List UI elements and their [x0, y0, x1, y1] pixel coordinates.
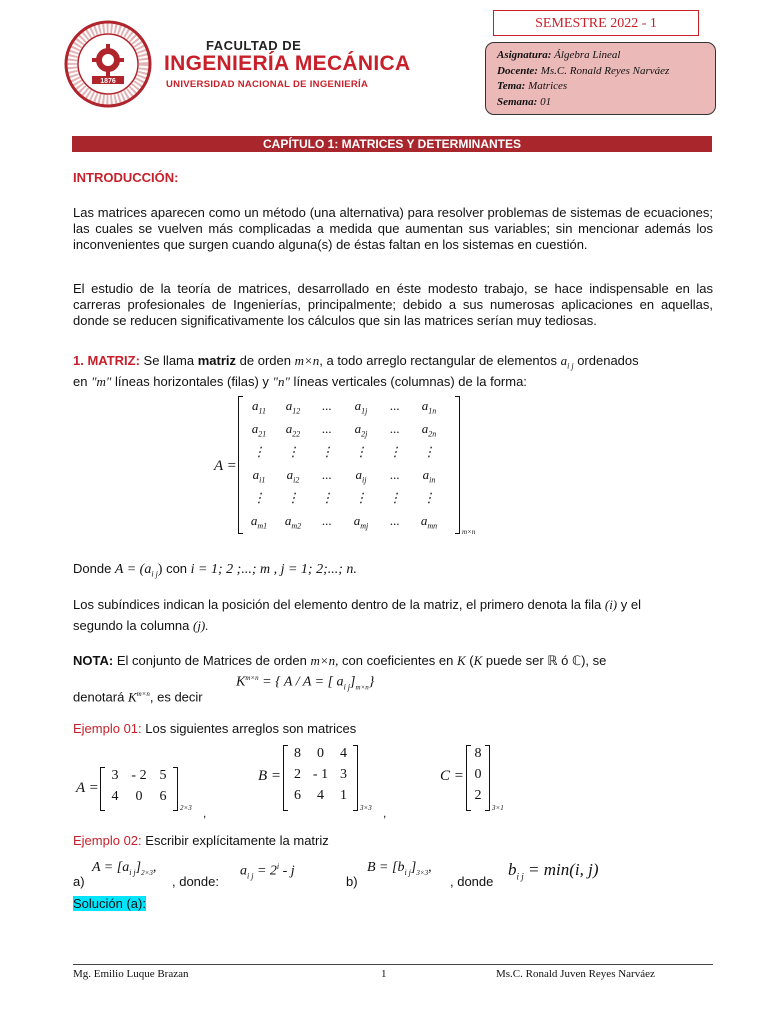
- nota-line2: denotará $K^{m\times n}$, es decir: [73, 689, 203, 705]
- subindices-line2: segundo la columna (j).: [73, 618, 209, 633]
- matrix-entry: - 1: [312, 767, 329, 782]
- faculty-top: FACULTAD DE: [206, 38, 302, 53]
- matrix-entry: 8: [294, 746, 301, 761]
- matrix-entry: ⋮: [388, 490, 402, 505]
- matrix-entry: - 2: [131, 768, 147, 783]
- matrix-entry: 4: [111, 789, 119, 804]
- matrix-entry: ⋮: [286, 490, 300, 505]
- example-02-b-donde: , donde: [450, 874, 494, 889]
- matrix-definition-line2: en "m" líneas horizontales (filas) y "n" líneas verticales (columnas) de la forma:: [73, 374, 527, 389]
- example-c-order: 3×1: [492, 804, 504, 812]
- matrix-entry: 6: [294, 788, 301, 803]
- matrix-entry: $a_{mj}$: [353, 513, 369, 531]
- matrix-entry: ⋮: [320, 490, 334, 505]
- semester-box: SEMESTRE 2022 - 1: [493, 10, 699, 36]
- matrix-entry: $a_{11}$: [252, 398, 266, 416]
- example-01-heading: Ejemplo 01: Los siguientes arreglos son matrices: [73, 721, 357, 736]
- matrix-entry: 4: [317, 788, 324, 803]
- matrix-entry: ...: [322, 421, 332, 436]
- university-name: UNIVERSIDAD NACIONAL DE INGENIERÍA: [166, 79, 369, 90]
- matrix-entry: $a_{2j}$: [354, 421, 368, 439]
- example-matrix-a: [100, 767, 178, 811]
- matrix-entry: 2: [474, 788, 482, 803]
- matrix-entry: ⋮: [354, 490, 368, 505]
- info-week: Semana: 01: [497, 95, 552, 108]
- example-c-lhs: C =: [440, 768, 464, 784]
- example-02-heading: Ejemplo 02: Escribir explícitamente la matriz: [73, 833, 329, 848]
- example-02-b-definition: $B = [b_{i j}]_{3\times 3}$,: [367, 860, 432, 877]
- matrix-entry: 0: [317, 746, 324, 761]
- info-teacher: Docente: Ms.C. Ronald Reyes Narváez: [497, 64, 670, 77]
- matrix-entry: 4: [340, 746, 347, 761]
- matrix-entry: 6: [159, 789, 167, 804]
- example-b-order: 3×3: [360, 804, 372, 812]
- matrix-entry: ...: [322, 513, 332, 528]
- matrix-entry: ⋮: [354, 444, 368, 459]
- example-matrix-c: [466, 745, 490, 811]
- matrix-entry: ⋮: [320, 444, 334, 459]
- matrix-entry: ...: [322, 398, 332, 413]
- example-b-comma: ,: [383, 806, 387, 820]
- solution-label: Solución (a):: [73, 896, 146, 911]
- matrix-entry: 5: [159, 768, 167, 783]
- matrix-entry: ...: [390, 398, 400, 413]
- example-a-lhs: A =: [76, 780, 99, 796]
- footer-left: Mg. Emilio Luque Brazan: [73, 968, 189, 980]
- example-02-a-donde: , donde:: [172, 874, 219, 889]
- matrix-entry: ⋮: [252, 490, 266, 505]
- matrix-entry: $a_{21}$: [251, 421, 267, 439]
- matrix-entry: ...: [390, 467, 400, 482]
- matrix-entry: 0: [135, 789, 143, 804]
- course-info-box: [485, 42, 716, 115]
- donde-line: Donde $A = (a_{i j})$ con i = 1; 2 ;...; m , j = 1; 2;...; n.: [73, 561, 357, 579]
- matrix-entry: $a_{1n}$: [421, 398, 437, 416]
- matrix-entry: $a_{22}$: [285, 421, 301, 439]
- matrix-entry: $a_{12}$: [285, 398, 301, 416]
- nota-set-definition: $K^{m\times n}$ = { A / A = [ $a_{i j}]_{m\times n}$}: [236, 674, 375, 692]
- matrix-entry: 3: [111, 768, 119, 783]
- matrix-entry: ⋮: [422, 444, 436, 459]
- footer-right: Ms.C. Ronald Juven Reyes Narváez: [496, 968, 655, 980]
- example-02-a-rule: $a_{i j} = 2^i - j$: [240, 862, 295, 881]
- subindices-line1: Los subíndices indican la posición del elemento dentro de la matriz, el primero denota la fila (i) y el: [73, 597, 641, 612]
- matrix-entry: ⋮: [388, 444, 402, 459]
- matrix-entry: $a_{1j}$: [354, 398, 368, 416]
- footer-divider: [73, 964, 713, 965]
- example-02-b-label: b): [346, 874, 358, 889]
- intro-paragraph-2: El estudio de la teoría de matrices, desarrollado en éste modesto trabajo, se hace indispensable en las carreras profesionales de Ingenierías, principalmente; debido a sus numerosas aplicaciones en aquellas, donde se reducen significativamente los cálculos que sin las matrices serían muy tediosas.: [73, 281, 713, 328]
- matrix-entry: ...: [390, 421, 400, 436]
- matrix-entry: $a_{m1}$: [250, 513, 268, 531]
- general-matrix-order: m×n: [462, 528, 476, 536]
- matrix-entry: $a_{i1}$: [252, 467, 266, 485]
- right-bracket: [455, 396, 460, 534]
- matrix-entry: $a_{i2}$: [286, 467, 300, 485]
- matrix-entry: $a_{m2}$: [284, 513, 302, 531]
- example-matrix-b: [283, 745, 358, 811]
- nota-line1: NOTA: El conjunto de Matrices de orden m×n, con coeficientes en K (K puede ser ℝ ó ℂ), se: [73, 653, 607, 668]
- info-subject: Asignatura: Álgebra Lineal: [497, 49, 621, 61]
- matrix-definition-line1: 1. MATRIZ: Se llama matriz de orden m×n, a todo arreglo rectangular de elementos $a_{i j}$ ordenados: [73, 353, 639, 371]
- example-a-order: 2×3: [180, 804, 192, 812]
- general-matrix: [238, 396, 460, 534]
- left-bracket: [238, 396, 243, 534]
- example-b-lhs: B =: [258, 768, 282, 784]
- matrix-entry: 0: [474, 767, 482, 782]
- intro-heading: INTRODUCCIÓN:: [73, 170, 179, 185]
- footer-page-number: 1: [381, 968, 387, 980]
- matrix-entry: 2: [294, 767, 301, 782]
- matrix-entry: $a_{ij}$: [355, 467, 367, 485]
- matrix-entry: 1: [340, 788, 347, 803]
- seal-year: 1876: [100, 78, 116, 85]
- matrix-entry: 3: [340, 767, 347, 782]
- university-seal: [64, 20, 152, 108]
- matrix-entry: ⋮: [422, 490, 436, 505]
- info-topic: Tema: Matrices: [497, 80, 568, 92]
- example-a-comma: ,: [203, 806, 207, 820]
- matrix-entry: $a_{mn}$: [420, 513, 438, 531]
- matrix-entry: $a_{2n}$: [421, 421, 437, 439]
- example-02-a-label: a): [73, 874, 85, 889]
- matrix-entry: ...: [322, 467, 332, 482]
- example-02-a-definition: $A = [a_{i j}]_{2\times 3}$,: [92, 860, 157, 877]
- chapter-title: CAPÍTULO 1: MATRICES Y DETERMINANTES: [72, 136, 712, 152]
- matrix-entry: $a_{in}$: [422, 467, 436, 485]
- intro-paragraph-1: Las matrices aparecen como un método (una alternativa) para resolver problemas de sistemas de ecuaciones; las cuales se vuelven más complicadas a medida que aumentan sus variables; sin mencionar además los inconvenientes que surgen cuando alguna(s) de éstas faltan en los sistemas en cuestión.: [73, 205, 713, 252]
- example-02-b-rule: $b_{i j} = \min(i$, j): [508, 860, 599, 882]
- matrix-entry: ⋮: [286, 444, 300, 459]
- faculty-name: INGENIERÍA MECÁNICA: [164, 52, 411, 75]
- matrix-entry: ⋮: [252, 444, 266, 459]
- general-matrix-lhs: A =: [214, 458, 237, 474]
- matrix-entry: 8: [474, 746, 482, 761]
- matrix-entry: ...: [390, 513, 400, 528]
